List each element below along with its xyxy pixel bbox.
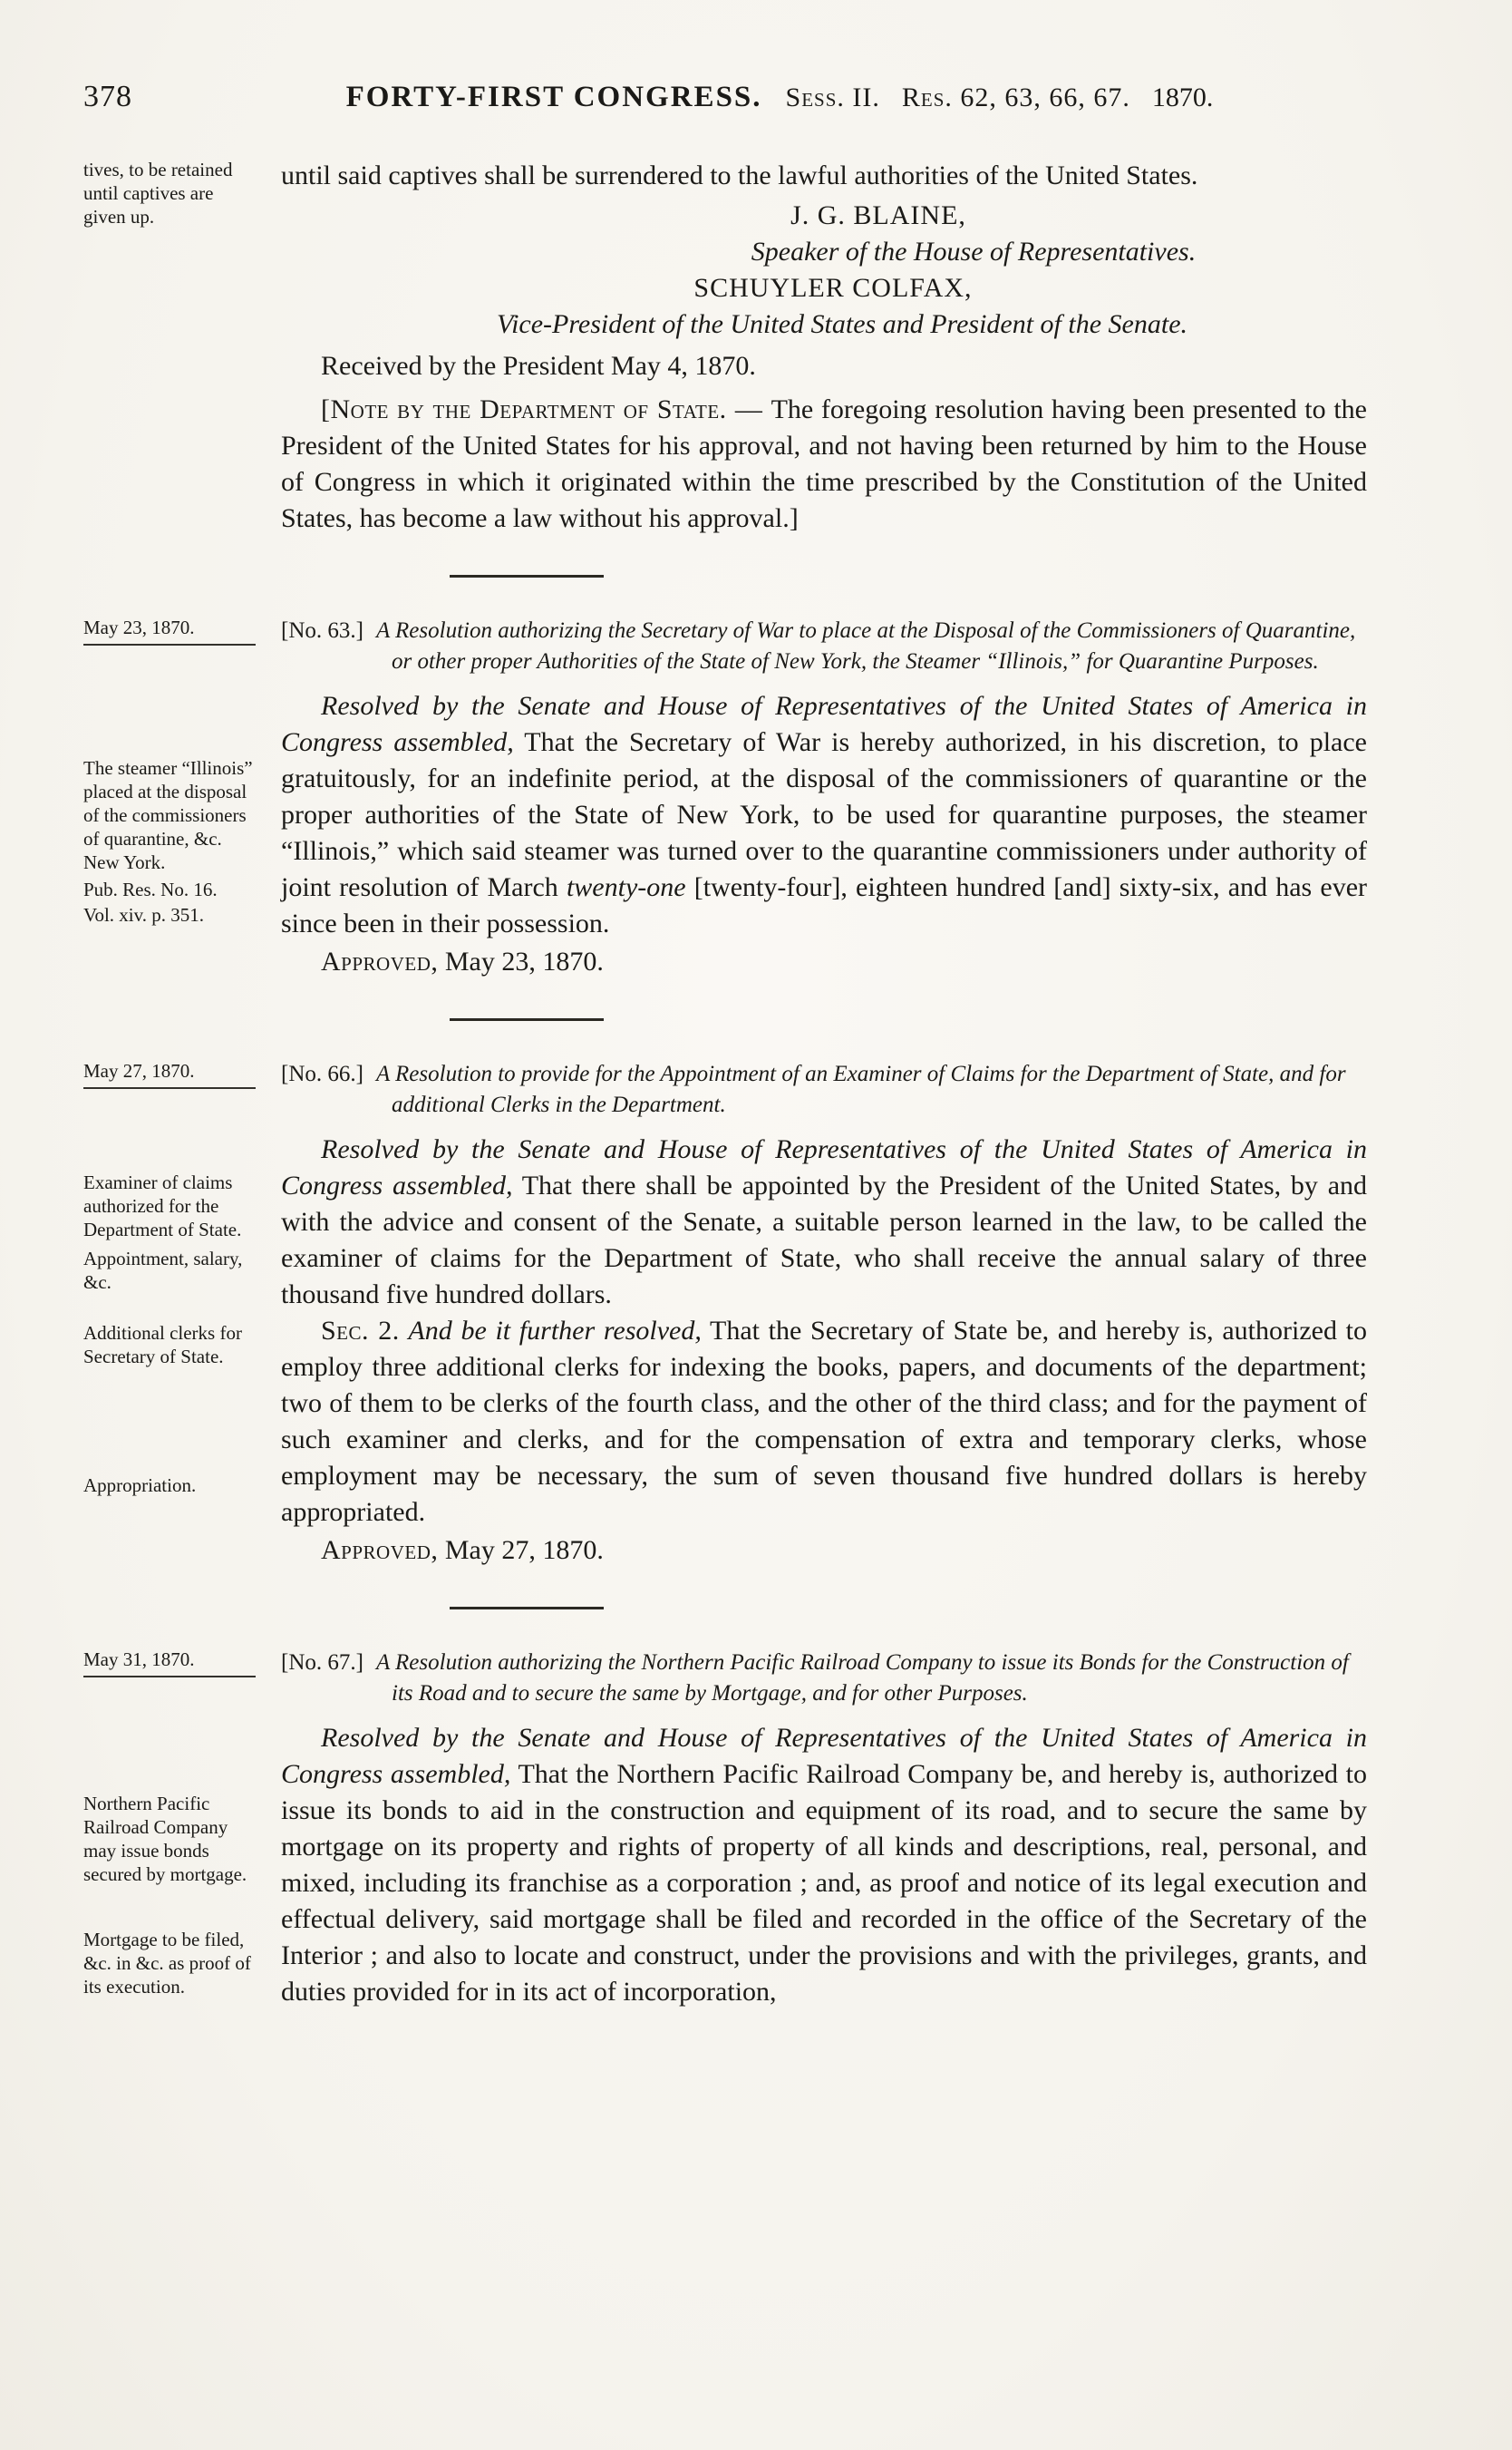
margin-note: tives, to be retained until captives are given up.: [83, 159, 233, 228]
page-number: 378: [83, 80, 132, 113]
approved-line: [281, 1532, 1367, 1569]
section-label: Sec. 2.: [321, 1316, 400, 1346]
resolution-number: [No. 66.]: [281, 1062, 363, 1086]
resolution-body-text: That the Secretary of State be, and hereby is, authorized to employ three additional clerks for indexing the books, papers, and documents of the department; two of them to be clerks of the fourth class, and the other of the third class; and for the payment of such examiner and clerks, and for the compensation of extra and temporary clerks, whose employment may be necessary, the sum of seven thousand five hundred dollars is hereby appropriated.: [281, 1316, 1367, 1527]
resolution-number: [No. 63.]: [281, 618, 363, 643]
signature-block: [281, 198, 1367, 343]
enacting-clause: Resolved by the Senate and House of Representatives of the United States of America in Congress assembled,: [281, 1134, 1367, 1201]
signature-title: Vice-President of the United States and President of the Senate.: [496, 309, 1188, 339]
state-department-note: [281, 392, 1367, 537]
approved-line: [281, 944, 1367, 980]
margin-date: May 27, 1870.: [83, 1059, 256, 1089]
resolution-body-text: That the Secretary of War is hereby authorized, in his discretion, to place gratuitously, for an indefinite period, at the disposal of the commissioners of quarantine or the proper authorities of the State of New York, to be used for quarantine purposes, the steamer “Illinois,” which said steamer was turned over to the quarantine commissioners under authority of joint resolution of March: [281, 727, 1367, 902]
resolution-body-text: That there shall be appointed by the President of the United States, by and with the advice and consent of the Senate, a suitable person learned in the law, to be called the examiner of claims for the Department of State, who shall receive the annual salary of three thousand five hundred dollars.: [281, 1171, 1368, 1309]
res67-margin-column: [83, 1648, 281, 1998]
resolution-heading: [281, 1648, 1367, 1709]
resolution-body-text: [twenty-four], eighteen hundred [and] sixty-six, and has ever since been in their possession.: [281, 872, 1368, 938]
margin-date: May 31, 1870.: [83, 1648, 256, 1677]
margin-note: Northern Pacific Railroad Company may issue bonds secured by mortgage.: [83, 1793, 247, 1885]
margin-note: Pub. Res. No. 16.: [83, 879, 218, 900]
section-res67: [83, 1648, 1367, 2010]
res67-body-column: [281, 1648, 1367, 2010]
margin-note: Appointment, salary, &c.: [83, 1248, 243, 1293]
approved-label: Approved,: [321, 947, 439, 977]
resolution-body-text: That the Northern Pacific Railroad Company be, and hereby is, authorized to issue its bonds to aid in the construction and equipment of its road, and to secure the same by mortgage on its property and rights of property of all kinds and descriptions, real, personal, and mixed, including its franchise as a corporation ; and, as proof and notice of its legal execution and effectual delivery, said mortgage shall be filed and recorded in the office of the Secretary of the Interior ; and also to locate and construct, under the provisions and with the privileges, grants, and duties provided for in its act of incorporation,: [281, 1759, 1367, 2007]
margin-note: Mortgage to be filed, &c. in &c. as proof of its execution.: [83, 1929, 251, 1998]
page-header: [192, 81, 1367, 114]
resolution-text: [281, 1720, 1367, 2010]
enacting-clause: Resolved by the Senate and House of Representatives of the United States of America in Congress assembled,: [281, 691, 1367, 757]
margin-note: Appropriation.: [83, 1474, 197, 1496]
signature-title: Speaker of the House of Representatives.: [751, 237, 1197, 267]
resolution-section-2: [281, 1313, 1367, 1531]
section-res62-continuation: [83, 158, 1367, 537]
margin-note: The steamer “Illinois” placed at the disposal of the commissioners of quarantine, &c. New York.: [83, 757, 253, 873]
margin-note: Examiner of claims authorized for the Department of State.: [83, 1172, 242, 1240]
state-note-label: [Note by the Department of State. —: [321, 394, 771, 424]
resolution-text: [281, 688, 1367, 942]
margin-date: May 23, 1870.: [83, 616, 256, 646]
approved-label: Approved,: [321, 1535, 439, 1565]
received-by-president-line: Received by the President May 4, 1870.: [321, 351, 756, 381]
section-res63: [83, 616, 1367, 980]
resolution-title: A Resolution authorizing the Northern Pacific Railroad Company to issue its Bonds for the Construction of its Road and to secure the same by Mortgage, and for other Purposes.: [375, 1650, 1349, 1706]
signature-name: SCHUYLER COLFAX,: [693, 273, 973, 303]
resolution-heading: [281, 1059, 1367, 1121]
res62-margin-column: [83, 158, 281, 228]
state-note-text: The foregoing resolution having been presented to the President of the United States for his approval, and not having been returned by him to the House of Congress in which it originated within the time prescribed by the Constitution of the United States, has become a law without his approval.]: [281, 394, 1367, 533]
resolution-text: [281, 1132, 1367, 1313]
further-resolved-clause: And be it further resolved,: [408, 1316, 702, 1346]
res63-body-column: [281, 616, 1367, 980]
res62-continuation-text: until said captives shall be surrendered to the lawful authorities of the United States.: [281, 160, 1198, 190]
header-resolution-numbers: Res. 62, 63, 66, 67.: [901, 83, 1130, 112]
section-divider: [450, 575, 604, 578]
approved-date: May 27, 1870.: [444, 1535, 604, 1565]
res63-margin-column: [83, 616, 281, 927]
resolution-title: A Resolution authorizing the Secretary of War to place at the Disposal of the Commissioners of Quarantine, or other proper Authorities of the State of New York, the Steamer “Illinois,” for Quarantine Purposes.: [375, 618, 1356, 674]
signature-name: J. G. BLAINE,: [790, 200, 966, 230]
section-divider: [450, 1018, 604, 1021]
header-congress-title: FORTY-FIRST CONGRESS.: [345, 81, 762, 113]
resolution-title: A Resolution to provide for the Appointment of an Examiner of Claims for the Department of State, and for additional Clerks in the Department.: [375, 1062, 1346, 1117]
running-head: [83, 80, 1367, 114]
res62-body-column: [281, 158, 1367, 537]
header-year: 1870.: [1151, 83, 1214, 112]
resolution-number: [No. 67.]: [281, 1650, 363, 1675]
margin-note: Vol. xiv. p. 351.: [83, 904, 205, 926]
section-divider: [450, 1607, 604, 1609]
res66-body-column: [281, 1059, 1367, 1569]
res66-margin-column: [83, 1059, 281, 1497]
section-res66: [83, 1059, 1367, 1569]
resolution-body-italic: twenty-one: [566, 872, 686, 902]
header-session: Sess. II.: [785, 83, 880, 112]
resolution-heading: [281, 616, 1367, 677]
approved-date: May 23, 1870.: [444, 947, 604, 977]
enacting-clause: Resolved by the Senate and House of Representatives of the United States of America in Congress assembled,: [281, 1723, 1367, 1789]
margin-note: Additional clerks for Secretary of State.: [83, 1322, 242, 1367]
